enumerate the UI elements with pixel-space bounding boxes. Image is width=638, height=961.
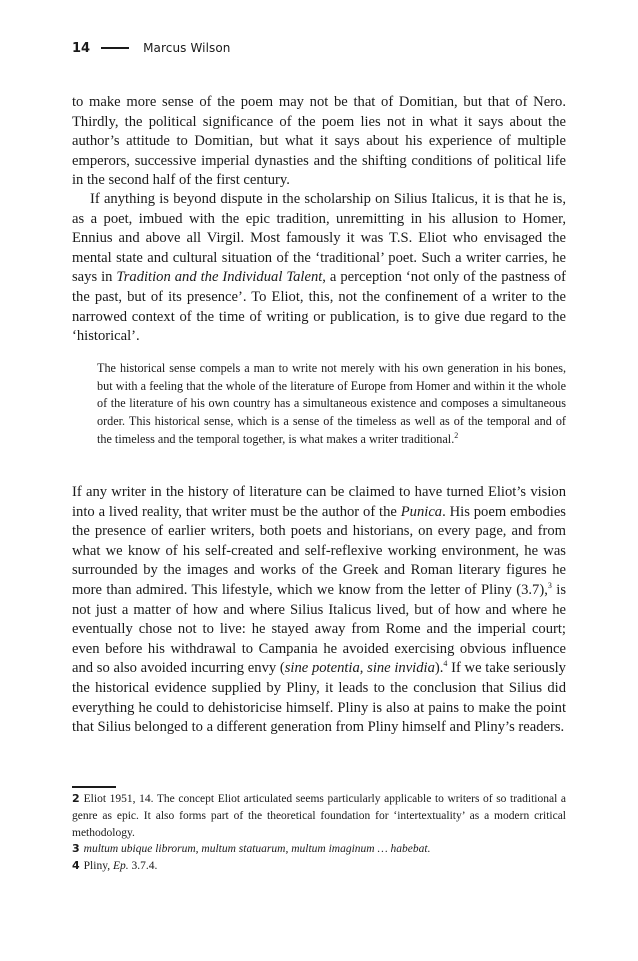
paragraph-2-text bbox=[72, 190, 566, 347]
footnote-separator bbox=[72, 786, 116, 788]
footnote-4 bbox=[72, 858, 566, 875]
block-quote-text: The historical sense compels a man to write not merely with his own generation in his bones, but with a feeling that the whole of the literature of Europe from Homer and within it the whole of the literature of his own country has a simultaneous existence and composes a simultaneous order. This historical sense, which is a sense of the timeless as well as of the temporal and of the timeless and the temporal together, is what makes a writer traditional. bbox=[97, 361, 566, 446]
footnote-2 bbox=[72, 791, 566, 841]
footnote-ref-2[interactable]: 2 bbox=[454, 430, 459, 440]
footnotes bbox=[72, 791, 566, 875]
paragraph-1-text: to make more sense of the poem may not be that of Domitian, but that of Nero. Thirdly, the political significance of the poem lies not in what it says about the author’s attitude to Domitian, but what it says about his experience of multiple emperors, successive imperial dynasties and the shifting conditions of political life in the second half of the first century. bbox=[72, 94, 566, 189]
running-header bbox=[72, 38, 231, 58]
footnote-3-number: 3 bbox=[72, 842, 80, 856]
paragraph-3 bbox=[72, 483, 566, 738]
footnote-2-text: Eliot 1951, 14. The concept Eliot articulated seems particularly applicable to writers of so traditional a genre as epic. It also forms part of the theoretical foundation for ‘intertextuality’ as a modern critical methodology. bbox=[72, 793, 566, 839]
paragraph-3-text bbox=[72, 483, 566, 738]
footnote-4-ep-italic: Ep. bbox=[112, 860, 129, 873]
footnote-2-number: 2 bbox=[72, 792, 80, 805]
footnote-4-text-b: 3.7.4. bbox=[128, 860, 158, 873]
work-title-italic: Tradition and the Individual Talent bbox=[116, 269, 323, 286]
footnote-3-text: multum ubique librorum, multum statuarum, multum imaginum … habebat. bbox=[83, 843, 431, 856]
punica-italic: Punica bbox=[400, 503, 443, 520]
latin-phrase-italic: sine potentia, sine invidia bbox=[284, 660, 435, 677]
footnote-4-number: 4 bbox=[72, 859, 80, 873]
footnote-ref-4[interactable]: 4 bbox=[443, 659, 448, 669]
paragraph-3-part-c: is not just a matter of how and where Silius Italicus lived, but of how and where he eventually chose not to live: he stayed away from Rome and the imperial court; even before his withdrawal to Campania he avoided exercising obvious influence and so also avoided incurring envy ( bbox=[72, 581, 566, 677]
footnote-4-text-a: Pliny, bbox=[83, 860, 113, 873]
paragraph-3-part-b: . His poem embodies the presence of earlier writers, both poets and historians, on every page, and from what we know of his self-created and self-reflexive working environment, he was surrounded by the images and works of the Greek and Roman literary figures he more than admired. This lifestyle, which we know from the letter of Pliny (3.7), bbox=[72, 503, 566, 598]
paragraph-2-part-a: If anything is beyond dispute in the scholarship on Silius Italicus, it is that he is, as a poet, imbued with the epic tradition, unremitting in his allusion to Homer, Ennius and above all Virgil. Most famously it was T.S. Eliot who envisaged the mental state and cultural situation of the ‘traditional’ poet. Such a writer carries, he says in bbox=[72, 191, 566, 286]
paragraph-2 bbox=[72, 190, 566, 347]
page-number: 14 bbox=[72, 40, 91, 56]
header-rule bbox=[101, 47, 129, 49]
paragraph-3-part-a: If any writer in the history of literature can be claimed to have turned Eliot’s vision into a lived reality, that writer must be the author of the bbox=[72, 484, 566, 520]
footnote-ref-3[interactable]: 3 bbox=[547, 581, 552, 591]
paragraph-2-part-b: , a perception ‘not only of the pastness of the past, but of its presence’. To Eliot, this, not the confinement of a writer to the narrowed context of the time of writing or publication, is to give due regard to the ‘historical’. bbox=[72, 269, 566, 345]
footnote-3 bbox=[72, 841, 566, 858]
paragraph-3-part-d: ). bbox=[434, 660, 444, 677]
paragraph-3-part-e: If we take seriously the historical evidence supplied by Pliny, it leads to the conclusion that Silius did everything he could to dehistoricise himself. Pliny is also at pains to make the point that Silius belonged to a different generation from Pliny himself and Pliny’s readers. bbox=[72, 660, 566, 736]
block-quote-eliot bbox=[97, 360, 566, 449]
running-head-author: Marcus Wilson bbox=[143, 41, 231, 55]
paragraph-1 bbox=[72, 93, 566, 191]
